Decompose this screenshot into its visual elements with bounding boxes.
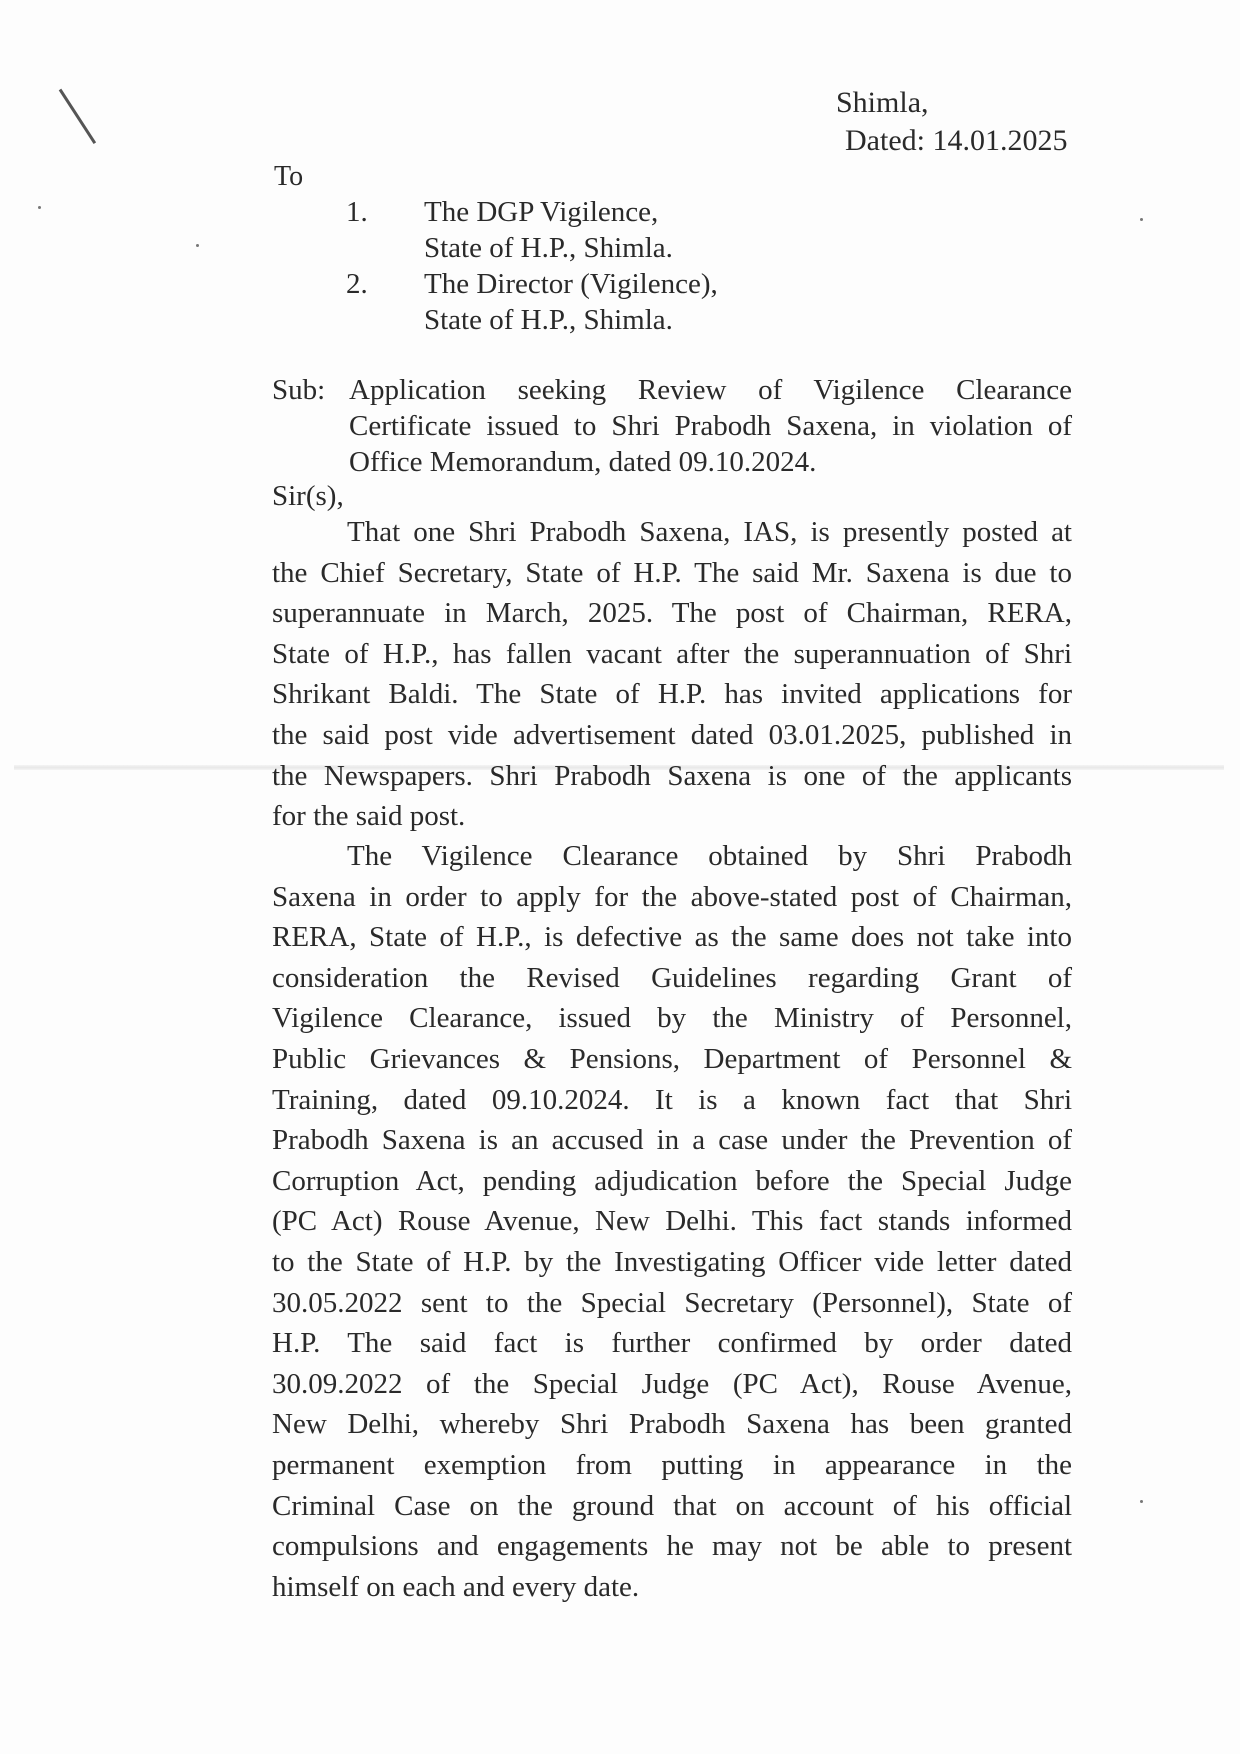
addressee-line: State of H.P., Shimla.: [424, 304, 673, 336]
paragraph-line: superannuate in March, 2025. The post of Chairman, RERA,: [272, 597, 1072, 630]
scan-speck: [196, 244, 199, 247]
paragraph-line: Corruption Act, pending adjudication before the Special Judge: [272, 1164, 1072, 1197]
date: Dated: 14.01.2025: [845, 124, 1068, 157]
addressee-list: [346, 194, 718, 338]
paragraph-line: 30.05.2022 sent to the Special Secretary (Personnel), State of: [272, 1286, 1072, 1319]
subject-line: Office Memorandum, dated 09.10.2024.: [349, 446, 817, 478]
subject-line: Certificate issued to Shri Prabodh Saxena, in violation of: [349, 410, 1072, 442]
paragraph-line: Prabodh Saxena is an accused in a case under the Prevention of: [272, 1124, 1072, 1157]
paragraph-line: Public Grievances & Pensions, Department of Personnel &: [272, 1042, 1072, 1075]
paragraph-line: New Delhi, whereby Shri Prabodh Saxena has been granted: [272, 1408, 1072, 1441]
addressee-line: State of H.P., Shimla.: [424, 232, 673, 264]
paragraph-line: State of H.P., has fallen vacant after the superannuation of Shri: [272, 637, 1072, 670]
paragraph-line: consideration the Revised Guidelines regarding Grant of: [272, 961, 1072, 994]
paragraph-line: compulsions and engagements he may not be able to present: [272, 1530, 1072, 1563]
subject-label: Sub:: [272, 374, 326, 406]
paragraph-line: the Chief Secretary, State of H.P. The said Mr. Saxena is due to: [272, 556, 1072, 589]
pen-mark: [59, 89, 96, 144]
to-label: To: [274, 161, 304, 192]
addressee-line: The Director (Vigilence),: [424, 268, 718, 300]
paragraph-line: Criminal Case on the ground that on account of his official: [272, 1489, 1072, 1522]
subject-block: [272, 372, 1072, 480]
place-and-date: [836, 84, 1067, 160]
paragraph-line: Saxena in order to apply for the above-stated post of Chairman,: [272, 880, 1072, 913]
scan-speck: [38, 206, 41, 209]
paragraph-line: permanent exemption from putting in appearance in the: [272, 1448, 1072, 1481]
paragraph-line: 30.09.2022 of the Special Judge (PC Act), Rouse Avenue,: [272, 1367, 1072, 1400]
paragraph-line: Shrikant Baldi. The State of H.P. has invited applications for: [272, 678, 1072, 711]
paragraph-line: That one Shri Prabodh Saxena, IAS, is presently posted at: [347, 516, 1072, 548]
paragraph-line: the Newspapers. Shri Prabodh Saxena is one of the applicants: [272, 759, 1072, 792]
paragraph-line: (PC Act) Rouse Avenue, New Delhi. This fact stands informed: [272, 1205, 1072, 1238]
paragraph-line: H.P. The said fact is further confirmed by order dated: [272, 1327, 1072, 1360]
place: Shimla,: [836, 86, 929, 119]
paragraph-line: Vigilence Clearance, issued by the Ministry of Personnel,: [272, 1002, 1072, 1035]
paragraph-line: to the State of H.P. by the Investigating Officer vide letter dated: [272, 1245, 1072, 1278]
paragraph-line: the said post vide advertisement dated 03.01.2025, published in: [272, 718, 1072, 751]
body-paragraph: [272, 512, 1072, 837]
addressee-item: [346, 266, 718, 338]
body-paragraph: [272, 836, 1072, 1607]
paragraph-line: RERA, State of H.P., is defective as the same does not take into: [272, 921, 1072, 954]
paragraph-line: The Vigilence Clearance obtained by Shri Prabodh: [347, 840, 1072, 872]
subject-line: Application seeking Review of Vigilence Clearance: [349, 374, 1072, 406]
addressee-number: 2.: [346, 268, 368, 300]
paragraph-line: himself on each and every date.: [272, 1570, 640, 1603]
paragraph-line: for the said post.: [272, 800, 466, 833]
addressee-number: 1.: [346, 196, 368, 228]
addressee-item: [346, 194, 718, 266]
paragraph-line: Training, dated 09.10.2024. It is a known fact that Shri: [272, 1083, 1072, 1116]
scan-speck: [1140, 218, 1143, 221]
salutation: Sir(s),: [272, 480, 344, 512]
addressee-line: The DGP Vigilence,: [424, 196, 659, 228]
scan-speck: [1140, 1500, 1143, 1503]
